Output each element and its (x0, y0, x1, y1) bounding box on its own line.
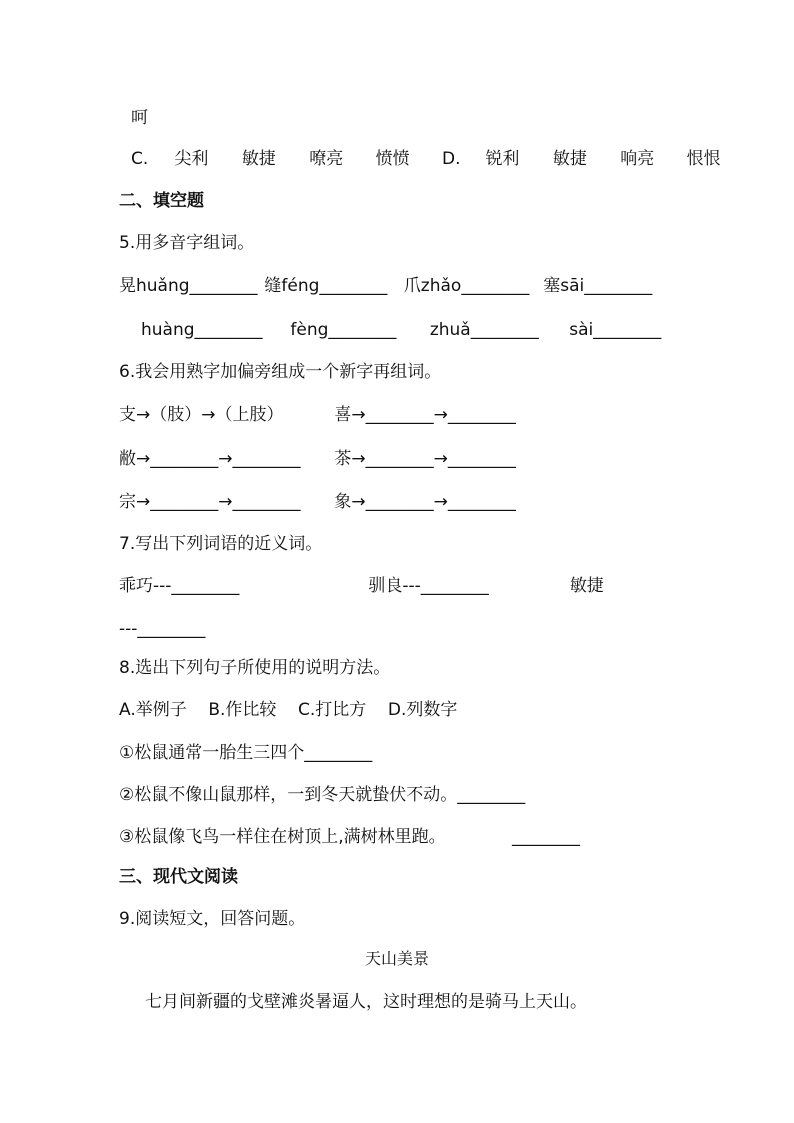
radical-item: 支→（肢）→（上肢） (119, 405, 284, 425)
polyphone-row (141, 318, 661, 342)
passage-text: 七月间新疆的戈壁滩炎暑逼人，这时理想的是骑马上天山。 (145, 992, 587, 1012)
polyphone-item: 晃huǎng________ (119, 276, 258, 296)
synonym-item: 乖巧---________ (119, 576, 240, 596)
question-title: 9.阅读短文，回答问题。 (119, 909, 306, 929)
polyphone-item: sài________ (569, 320, 662, 340)
synonym-tail: ---________ (119, 619, 206, 639)
method-sentence: ②松鼠不像山鼠那样，一到冬天就蛰伏不动。________ (119, 785, 526, 805)
radical-item: 宗→________→________ (119, 492, 301, 512)
synonym-row (119, 574, 604, 598)
method-answer-blank: ________ (512, 827, 580, 847)
radical-row (119, 447, 516, 471)
synonym-item: 敏捷 (569, 576, 604, 596)
option-c-word: 嘹亮 (309, 149, 344, 169)
question-title: 8.选出下列句子所使用的说明方法。 (119, 658, 391, 678)
question-title: 7.写出下列词语的近义词。 (119, 534, 323, 554)
synonym-item: 驯良---________ (368, 576, 489, 596)
radical-row (119, 490, 516, 514)
polyphone-item: fèng________ (290, 320, 397, 340)
passage-title: 天山美景 (364, 949, 429, 968)
polyphone-item: 塞sāi________ (543, 276, 653, 296)
method-sentence: ③松鼠像飞鸟一样住在树顶上,满树林里跑。 (119, 827, 446, 847)
section-heading: 三、现代文阅读 (119, 867, 238, 887)
radical-item: 茶→________→________ (334, 449, 516, 469)
option-d-word: 恨恨 (686, 149, 721, 169)
option-d-letter: D. (442, 149, 461, 169)
polyphone-item: huàng________ (141, 320, 263, 340)
polyphone-item: 缝féng________ (264, 276, 388, 296)
choice-options-row (131, 147, 721, 171)
option-c-letter: C. (131, 149, 149, 169)
question-title: 5.用多音字组词。 (119, 233, 255, 253)
option-d-word: 响亮 (620, 149, 655, 169)
option-c-word: 敏捷 (241, 149, 276, 169)
option-c-word: 愤愤 (375, 149, 410, 169)
option-c-word: 尖利 (174, 149, 209, 169)
polyphone-row (119, 274, 652, 298)
choice-fragment: 呵 (131, 108, 148, 128)
question-title: 6.我会用熟字加偏旁组成一个新字再组词。 (119, 362, 442, 382)
polyphone-item: zhuǎ________ (429, 320, 539, 340)
radical-row (119, 403, 516, 427)
radical-item: 象→________→________ (334, 492, 516, 512)
method-sentence: ①松鼠通常一胎生三四个________ (119, 743, 373, 763)
option-d-word: 敏捷 (552, 149, 587, 169)
option-d-word: 锐利 (485, 149, 520, 169)
radical-item: 敝→________→________ (119, 449, 301, 469)
section-heading: 二、填空题 (119, 191, 204, 211)
radical-item: 喜→________→________ (334, 405, 516, 425)
method-options: A.举例子 B.作比较 C.打比方 D.列数字 (119, 700, 458, 720)
polyphone-item: 爪zhǎo________ (403, 276, 530, 296)
